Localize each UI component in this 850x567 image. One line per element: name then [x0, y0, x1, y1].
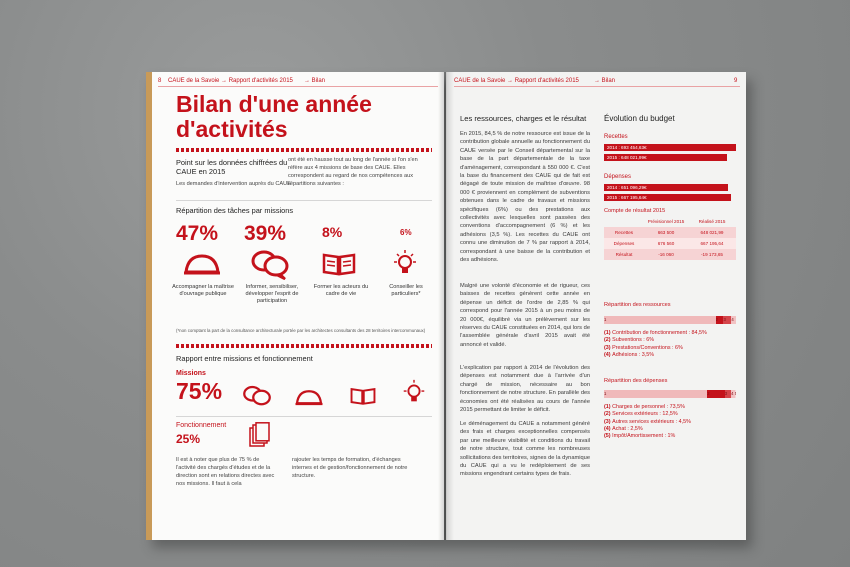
dashed-divider-2	[176, 344, 432, 348]
compte-title: Compte de résultat 2015	[604, 208, 666, 214]
legend-number: (4)	[604, 425, 613, 432]
depenses-dist-legend	[604, 404, 744, 440]
legend-number: (1)	[604, 404, 613, 410]
paragraph-4: Le déménagement du CAUE a notamment généré des frais et charges exceptionnelles compensés par une meilleure visibilité et conditions du travail de notre structure, tout comme les nombreuses sollicitations des territoires, signes de la dynamique du CAUE qui a vu le redéploiement de ses missions engendrant certains types de frais.	[460, 421, 590, 478]
bottom-left-text: Il est à noter que plus de 75 % de l'activité des chargés d'études et de la direction sont en relations directes avec nos missions. Il faut à cela	[176, 457, 275, 487]
row-real: 667 195,64	[700, 241, 724, 246]
row-prev: 663 500	[657, 230, 675, 235]
mission-pct-1: 47%	[176, 222, 219, 245]
recettes-label: Recettes	[604, 134, 628, 140]
ressources-bar	[604, 316, 736, 324]
page-title-line1: Bilan d'une année	[176, 91, 372, 117]
right-header: CAUE de la Savoie → Rapport d'activités 2015	[454, 78, 579, 84]
depenses-dist-title: Répartition des dépenses	[604, 378, 668, 384]
missions-label: Missions	[176, 370, 206, 377]
ressources-legend-item	[604, 337, 744, 344]
depenses-bar-2: 2015 : 667 195,64€	[604, 194, 731, 201]
depenses-segment-2: 2	[707, 390, 725, 398]
table-header-prev: Prévisionnel 2015	[647, 219, 685, 224]
paragraph-3: L'explication par rapport à 2014 de l'évolution des dépenses est notamment due à l'arrivée d'un chargé de mission, nécessaire au bon fonctionnement de notre structure. En parallèle des économies ont été réalisées au cours de l'année 2015 permettant de limiter le déficit.	[460, 365, 590, 414]
legend-number: (3)	[604, 344, 613, 351]
table-row	[604, 238, 736, 249]
section-divider	[176, 200, 432, 201]
mission-pct-2: 39%	[244, 222, 287, 245]
depenses-legend-item	[604, 426, 744, 433]
ressources-legend-item	[604, 345, 744, 352]
row-prev: -16 060	[658, 252, 674, 257]
table-header-real: Réalisé 2015	[698, 219, 726, 224]
legend-text: Prestations/Conventions : 6%	[612, 344, 683, 351]
open-book-icon	[322, 252, 356, 276]
depenses-legend-item	[604, 419, 744, 426]
row-real: -19 173,65	[701, 252, 723, 257]
page-title-line2: d'activités	[176, 116, 288, 142]
row-real: 648 021,99	[700, 230, 724, 235]
mission-pct-4: 6%	[400, 228, 412, 237]
dashed-divider	[176, 148, 432, 152]
paragraph-1: En 2015, 84,5 % de notre ressource est issue de la contribution globale annuelle au fonctionnement du CAUE versée par le Conseil départemental sur la base de la part départementale de la taxe d'aménagement, correspondant à 550 000 €. C'est la base du financement des CAUE qui de fait est dégagé de toute mission de maîtrise d'œuvre. 98 000 € proviennent en complément de subventions obtenues dans le cadre de travaux et missions spécifiques (6%) ou des prestations aux collectivités avec lesquelles sont passées des conventions d'accompagnement (6 %) et les adhésions (3,5 %). Les recettes du CAUE ont connu une diminution de 7 % par rapport à 2014, correspondant à une baisse de la contribution et des adhésions.	[460, 131, 590, 264]
page-number-right: 9	[734, 78, 738, 84]
open-book-icon	[350, 386, 376, 406]
missions-pct: 75%	[176, 378, 223, 404]
resources-title: Les ressources, charges et le résultat	[460, 114, 587, 123]
legend-number: (3)	[604, 418, 613, 425]
legend-text: Adhésions : 3,5%	[612, 351, 655, 358]
depenses-segment-4: 4	[731, 391, 734, 396]
legend-number: (5)	[604, 433, 613, 440]
legend-text: Services extérieurs : 12,5%	[612, 411, 678, 418]
left-page	[146, 72, 444, 540]
right-header-section: → Bilan	[594, 78, 616, 84]
ressources-segment-2: 2	[716, 316, 724, 324]
ressources-segment-1: 1	[604, 316, 716, 324]
mission-pct-3: 8%	[322, 224, 343, 240]
table-row	[604, 249, 736, 260]
header-rule	[158, 86, 438, 87]
legend-number: (2)	[604, 337, 613, 344]
recettes-bar-1: 2014 : 693 454,63€	[604, 144, 736, 151]
ressources-legend-item	[604, 352, 744, 359]
paragraph-2: Malgré une volonté d'économie et de rigueur, ces baisses de recettes génèrent cette année en dépense un déficit de l'ordre de 2,85 % qui correspond pour l'année 2015 à un peu moins de 20 000€, équilibré via un prélèvement sur les réserves du CAUE constituées en 2014, qui lors de l'assemblée générale d'avril 2015 avait été annoncé et validé.	[460, 283, 590, 348]
speech-bubbles-icon	[242, 384, 272, 408]
depenses-legend-item	[604, 433, 744, 440]
intro-heading: Point sur les données chiffrées du CAUE en 2015	[176, 158, 288, 176]
row-label: Dépenses	[613, 241, 635, 246]
right-page	[446, 72, 746, 540]
legend-number: (4)	[604, 351, 613, 358]
compte-table	[604, 216, 736, 260]
depenses-segment-3: 3	[725, 390, 731, 398]
intro-text: Les demandes d'intervention auprès du CAUE	[176, 181, 291, 187]
row-label: Recettes	[614, 230, 634, 235]
book-gutter	[438, 72, 454, 540]
ressources-segment-3: 3	[723, 316, 731, 324]
fonctionnement-label: Fonctionnement	[176, 422, 227, 429]
legend-number: (2)	[604, 411, 613, 418]
light-bulb-icon	[400, 378, 428, 406]
legend-text: Achat : 2,5%	[612, 425, 643, 432]
documents-icon	[248, 422, 270, 448]
depenses-legend-item	[604, 411, 744, 418]
row-label: Résultat	[615, 252, 633, 257]
bottom-right-text: rajouter les temps de formation, d'échanges internes et de gestion/fonctionnement de notre structure.	[292, 457, 408, 479]
legend-number: (1)	[604, 330, 613, 336]
depenses-bar-1: 2014 : 651 096,29€	[604, 184, 728, 191]
hard-hat-icon	[182, 252, 222, 278]
section2-title: Rapport entre missions et fonctionnement	[176, 354, 313, 363]
hard-hat-icon	[294, 388, 324, 408]
ressources-title: Répartition des ressources	[604, 302, 671, 308]
legend-text: Contribution de fonctionnement : 84,5%	[612, 330, 707, 336]
depenses-label: Dépenses	[604, 174, 632, 180]
intro-right-text: ont été en hausse tout au long de l'année si l'on s'en réfère aux 4 missions de base des CAUE. Elles correspondent au regard de nos compétences aux répartitions suivantes :	[288, 157, 418, 187]
ressources-segment-4: 4	[731, 316, 736, 324]
depenses-dist-bar	[604, 390, 736, 398]
open-booklet	[146, 72, 746, 540]
legend-text: Autres services extérieurs : 4,5%	[612, 418, 691, 425]
left-header-section: → Bilan	[304, 78, 326, 84]
mission-label-4: Conseiller les particuliers*	[389, 284, 423, 297]
depenses-segment-5: 5	[734, 391, 736, 396]
ressources-legend	[604, 330, 744, 359]
header-rule	[454, 86, 740, 87]
recettes-bar-2: 2015 : 648 021,99€	[604, 154, 727, 161]
mission-label-2: Informer, sensibiliser, développer l'esprit de participation	[245, 284, 299, 304]
left-header: CAUE de la Savoie → Rapport d'activités 2015	[168, 78, 293, 84]
table-row	[604, 227, 736, 238]
row-prev: 676 560	[657, 241, 675, 246]
section-divider-2	[176, 416, 432, 417]
legend-text: Subventions : 6%	[612, 337, 655, 344]
budget-title: Évolution du budget	[604, 114, 675, 123]
ressources-legend-item	[604, 330, 744, 337]
footnote: (*non comptant la part de la consultance architecturale portée par les architectes consultants des 28 territoires intercommunaux)	[176, 328, 426, 333]
legend-text: Impôt/Amortissement : 1%	[612, 433, 676, 440]
mission-label-3: Former les acteurs du cadre de vie	[313, 284, 369, 297]
depenses-legend-item	[604, 404, 744, 411]
speech-bubbles-icon	[250, 248, 290, 280]
light-bulb-icon	[390, 248, 420, 278]
fonctionnement-pct: 25%	[176, 432, 201, 446]
legend-text: Charges de personnel : 73,5%	[612, 404, 685, 410]
page-number-left: 8	[158, 78, 162, 84]
mission-label-1: Accompagner la maîtrise d'ouvrage publique	[172, 284, 234, 297]
section1-title: Répartition des tâches par missions	[176, 206, 294, 215]
depenses-segment-1: 1	[604, 390, 707, 398]
